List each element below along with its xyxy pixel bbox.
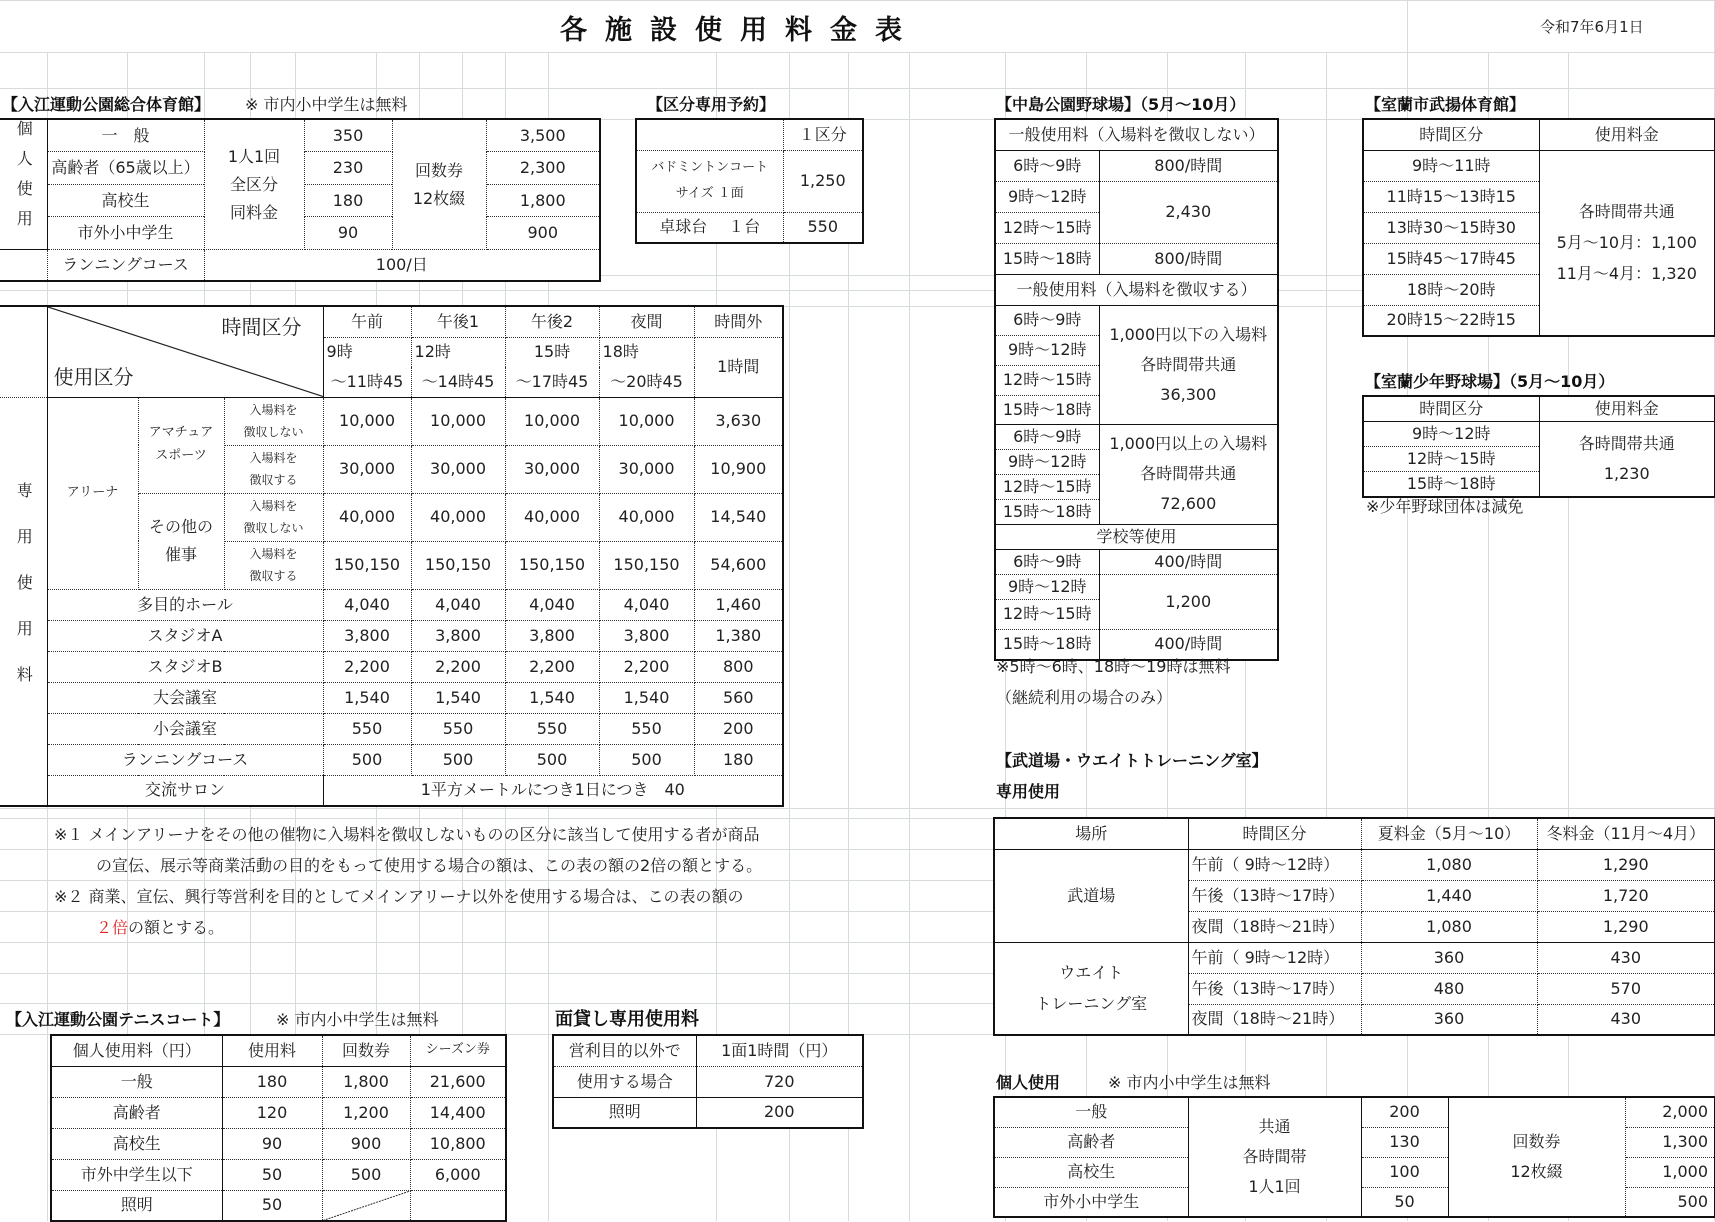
place-name: 武道場 (994, 849, 1188, 942)
salon-value: 1平方メートルにつき1日につき 40 (323, 775, 783, 806)
bushu-fee: 各時間帯共通 5月～10月：1,100 11月～4月：1,320 (1539, 150, 1715, 336)
with-fee-header: 一般使用料（入場料を徴収する） (995, 274, 1278, 305)
ticket-label: 回数券 12枚綴 (1448, 1097, 1625, 1217)
gym-heading: 【入江運動公園総合体育館】 (2, 95, 211, 114)
fee-cell: 350 (304, 119, 392, 152)
page-title: 各施設使用料金表 (560, 15, 920, 46)
court-rental-heading: 面貸し専用使用料 (555, 1009, 699, 1030)
gym-individual-table (0, 118, 601, 282)
section-reservation-heading: 【区分専用予約】 (647, 95, 776, 114)
school-header: 学校等使用 (995, 524, 1278, 549)
budo-individual-heading: 個人使用 (996, 1073, 1061, 1092)
category-cell: 一 般 (47, 119, 204, 152)
budo-subheading: 専用使用 (996, 782, 1061, 801)
court-rental-fee: 720 (696, 1066, 863, 1097)
note-1-line-1: ※１ メインアリーナをその他の催物に入場料を徴収しないものの区分に該当して使用する者が商品 (54, 825, 760, 844)
section-reservation-table (635, 118, 864, 244)
fee-cell: 90 (304, 217, 392, 250)
budo-individual-table: 一般 共通 各時間帯 1人1回 200 回数券 12枚綴 2,000 高齢者 130 1,300 高校生 100 1,000 市外小中学生 50 500 (993, 1096, 1715, 1218)
note-2-line-1: ※２ 商業、宣伝、興行等営利を目的としてメインアリーナ以外を使用する場合は、この表の額の (54, 887, 744, 906)
over-1000-fee: 1,000円以上の入場料 各時間帯共通 72,600 (1099, 424, 1278, 524)
budo-individual-note: ※ 市内小中学生は無料 (1108, 1073, 1271, 1092)
common-label: 共通 各時間帯 1人1回 (1188, 1097, 1361, 1217)
ticket-cell: 3,500 (486, 119, 600, 152)
common-fee-label: 1人1回 全区分 同料金 (204, 119, 304, 250)
corner-header (47, 306, 323, 397)
budo-heading: 【武道場・ウエイトトレーニング室】 (996, 751, 1268, 770)
diagonal-line-icon (323, 1191, 410, 1221)
court-rental-header: 1面1時間（円） (696, 1035, 863, 1066)
category-cell: 高齢者（65歳以上） (47, 152, 204, 185)
badminton-label: バドミントンコート サイズ １面 (636, 150, 783, 212)
court-light-fee: 200 (696, 1097, 863, 1128)
room-name: 交流サロン (47, 775, 323, 806)
exclusive-side-label: 専用使用料 (0, 397, 47, 806)
no-fee-header: 一般使用料（入場料を徴収しない） (995, 119, 1278, 150)
nakajima-note-2: （継続利用の場合のみ） (996, 688, 1173, 707)
bushu-gym-heading: 【室蘭市武揚体育館】 (1365, 95, 1526, 114)
room-name: 小会議室 (47, 713, 323, 744)
tennis-free-note: ※ 市内小中学生は無料 (276, 1010, 439, 1029)
room-name: ランニングコース (47, 744, 323, 775)
column-header: 午後1 (411, 306, 505, 337)
bushu-gym-table: 時間区分 使用料金 9時～11時 各時間帯共通 5月～10月：1,100 11月～4月：1,320 11時15～13時15 13時30～15時30 15時45～17時45 18時～20時 20時15～22時15 (1362, 118, 1715, 337)
column-header: 時間外 (694, 306, 783, 337)
column-header: 午前 (323, 306, 411, 337)
nakajima-table: 一般使用料（入場料を徴収しない） 6時～9時 800/時間 9時～12時 2,430 12時～15時 15時～18時 800/時間 一般使用料（入場料を徴収する） 6時～9時 1,000円以下の入場料 各時間帯共通 36,300 9時～12時 12時～15時 15時～18時 6時～9時 1,000円以上の入場料 各時間帯共通 72,600 9時～12時 12時～15時 15時～18時 学校等使用 6時～9時 400/時間 9時～12時 1,200 12時～15時 15時～18時 400/時間 (994, 118, 1279, 661)
ticket-label: 回数券 12枚綴 (392, 119, 486, 250)
running-course-label: ランニングコース (47, 250, 204, 281)
running-course-value: 100/日 (204, 250, 600, 281)
note-2-line-2: ２倍の額とする。 (96, 918, 225, 937)
budo-table: 場所 時間区分 夏料金（5月～10） 冬料金（11月～4月） 武道場 午前（ 9時～12時） 1,080 1,290 午後（13時～17時） 1,440 1,720 夜間（18時～21時） 1,080 1,290 ウエイト トレーニング室 午前（ 9時～12時） 360 430 午後（13時～17時） 480 570 夜間（18時～21時） 360 430 (993, 817, 1715, 1036)
table-tennis-fee: 550 (783, 212, 863, 243)
gym-exclusive-table: 時間区分 使用区分 午前 午後1 午後2 夜間 時間外 9時 12時 15時 18時 1時間 ～11時45 ～14時45 ～17時45 ～20時45 専用使用料 アリーナ アマチュア スポーツ 入場料を 徴収しない 10,000 10,000 10,000 10,000 3,630 入場料を 徴収する 30,000 30,000 30,000 30,000 10,900 その他の 催事 入場料を 徴収しない 40,000 40,000 40,000 40,000 14,540 入場料を 徴収する 150,150 150,150 150,150 150,150 54,600 多目的ホール 4,040 4,040 4,040 4,040 1,460 スタジオA 3,800 3,800 3,800 3,800 1,380 スタジオB 2,200 2,200 2,200 2,200 800 大会議室 1,540 1,540 1,540 1,540 560 小会議室 550 550 550 550 200 ランニングコース 500 500 500 500 180 交流サロン 1平方メートルにつき1日につき 40 (0, 305, 784, 807)
fee-cell: 180 (304, 184, 392, 217)
arena-group-label: その他の 催事 (138, 493, 224, 589)
column-header: 午後2 (505, 306, 599, 337)
table-tennis-label: 卓球台 １台 (636, 212, 783, 243)
youth-baseball-note: ※少年野球団体は減免 (1366, 497, 1524, 516)
arena-label: アリーナ (47, 397, 138, 589)
youth-baseball-heading: 【室蘭少年野球場】（5月～10月） (1365, 372, 1615, 391)
category-cell: 高校生 (47, 184, 204, 217)
category-cell: 市外小中学生 (47, 217, 204, 250)
arena-group-label: アマチュア スポーツ (138, 397, 224, 493)
corner-time-label: 時間区分 (221, 315, 302, 339)
youth-baseball-table: 時間区分 使用料金 9時～12時 各時間帯共通 1,230 12時～15時 15時～18時 (1362, 395, 1715, 498)
ticket-cell: 900 (486, 217, 600, 250)
gym-free-note: ※ 市内小中学生は無料 (245, 95, 408, 114)
court-rental-table: 営利目的以外で 1面1時間（円） 使用する場合 720 照明 200 (552, 1034, 864, 1129)
individual-side-label: 個人使用 (0, 119, 47, 250)
room-name: スタジオA (47, 620, 323, 651)
youth-baseball-fee: 各時間帯共通 1,230 (1539, 422, 1715, 498)
nakajima-heading: 【中島公園野球場】（5月～10月） (996, 95, 1246, 114)
badminton-fee: 1,250 (783, 150, 863, 212)
note-1-line-2: の宣伝、展示等商業活動の目的をもって使用する場合の額は、この表の額の2倍の額とする。 (96, 856, 763, 875)
under-1000-fee: 1,000円以下の入場料 各時間帯共通 36,300 (1099, 305, 1278, 424)
tennis-heading: 【入江運動公園テニスコート】 (6, 1010, 230, 1029)
fee-cell: 230 (304, 152, 392, 185)
room-name: 大会議室 (47, 682, 323, 713)
ticket-cell: 2,300 (486, 152, 600, 185)
nakajima-note-1: ※5時～6時、18時～19時は無料 (996, 657, 1231, 676)
room-name: 多目的ホール (47, 589, 323, 620)
column-header: 夜間 (599, 306, 694, 337)
effective-date: 令和7年6月1日 (1540, 18, 1644, 36)
section-header: １区分 (783, 119, 863, 150)
ticket-cell: 1,800 (486, 184, 600, 217)
place-name: ウエイト トレーニング室 (994, 942, 1188, 1035)
corner-usage-label: 使用区分 (53, 364, 134, 389)
not-applicable-cell (322, 1190, 410, 1221)
room-name: スタジオB (47, 651, 323, 682)
tennis-table: 個人使用料（円） 使用料 回数券 シーズン券 一般 180 1,800 21,600 高齢者 120 1,200 14,400 高校生 90 900 10,800 市外中学生以下 50 500 6,000 照明 50 (50, 1034, 507, 1222)
